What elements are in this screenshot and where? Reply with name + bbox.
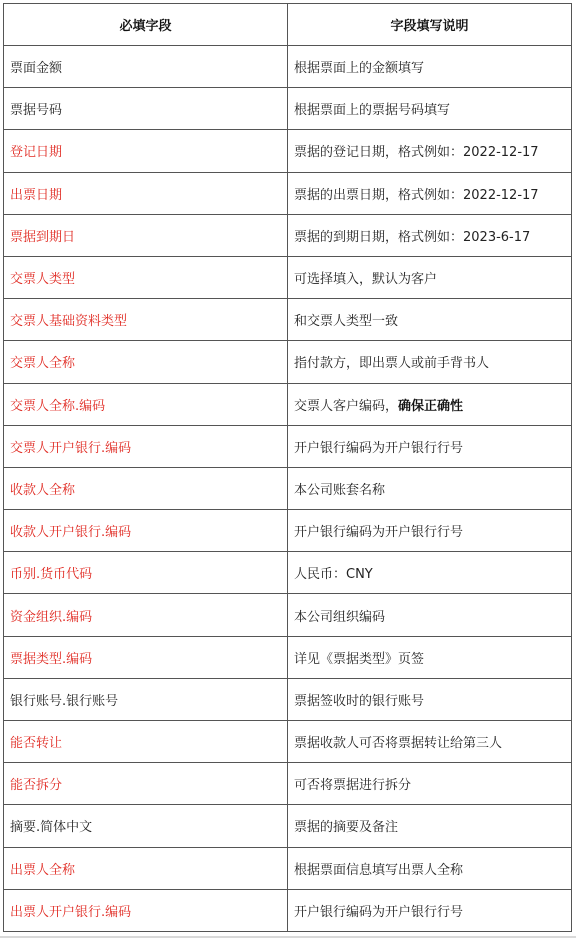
table-header-row <box>4 4 572 46</box>
description-text: 详见《票据类型》页签 <box>294 651 425 667</box>
table-row <box>4 256 572 298</box>
field-description-cell <box>288 130 572 172</box>
table-row <box>4 678 572 720</box>
required-fields-table <box>3 3 572 932</box>
table-row <box>4 425 572 467</box>
field-name-cell: 交票人基础资料类型 <box>4 299 288 341</box>
field-name-cell: 资金组织.编码 <box>4 594 288 636</box>
description-text: 根据票面上的票据号码填写 <box>294 103 451 119</box>
description-text: 本公司组织编码 <box>294 609 386 625</box>
field-description-cell <box>288 510 572 552</box>
table-row <box>4 847 572 889</box>
field-description-cell <box>288 341 572 383</box>
field-description-cell <box>288 88 572 130</box>
description-text: 根据票面上的金额填写 <box>294 61 425 77</box>
table-row <box>4 172 572 214</box>
field-name-cell: 交票人全称 <box>4 341 288 383</box>
table-row <box>4 721 572 763</box>
table-row <box>4 510 572 552</box>
field-name-cell: 交票人开户银行.编码 <box>4 425 288 467</box>
table-row <box>4 46 572 88</box>
table-row <box>4 467 572 509</box>
field-description-cell <box>288 172 572 214</box>
table-row <box>4 214 572 256</box>
field-name-cell: 能否拆分 <box>4 763 288 805</box>
field-description-cell <box>288 594 572 636</box>
field-description-cell <box>288 46 572 88</box>
field-name-cell: 收款人全称 <box>4 467 288 509</box>
table-body <box>4 46 572 932</box>
field-name-cell: 出票日期 <box>4 172 288 214</box>
field-description-cell <box>288 847 572 889</box>
description-text: 人民币：CNY <box>294 567 373 583</box>
description-text: 本公司账套名称 <box>294 482 386 498</box>
field-description-cell <box>288 383 572 425</box>
field-name-cell: 交票人类型 <box>4 256 288 298</box>
header-field-description: 字段填写说明 <box>288 4 572 46</box>
field-name-cell: 出票人开户银行.编码 <box>4 889 288 931</box>
field-name-cell: 票据到期日 <box>4 214 288 256</box>
field-description-cell <box>288 721 572 763</box>
field-description-cell <box>288 467 572 509</box>
field-description-cell <box>288 552 572 594</box>
header-required-field: 必填字段 <box>4 4 288 46</box>
field-description-cell <box>288 425 572 467</box>
field-name-cell: 票面金额 <box>4 46 288 88</box>
description-text: 和交票人类型一致 <box>294 314 399 330</box>
field-name-cell: 票据类型.编码 <box>4 636 288 678</box>
field-name-cell: 登记日期 <box>4 130 288 172</box>
field-description-cell <box>288 636 572 678</box>
description-text: 可选择填入，默认为客户 <box>294 272 438 288</box>
field-description-cell <box>288 763 572 805</box>
field-name-cell: 票据号码 <box>4 88 288 130</box>
table-row <box>4 889 572 931</box>
table-row <box>4 341 572 383</box>
description-emphasis: 确保正确性 <box>398 398 464 414</box>
table-row <box>4 88 572 130</box>
table-row <box>4 130 572 172</box>
field-name-cell: 能否转让 <box>4 721 288 763</box>
field-description-cell <box>288 805 572 847</box>
field-name-cell: 收款人开户银行.编码 <box>4 510 288 552</box>
description-text: 开户银行编码为开户银行行号 <box>294 440 464 456</box>
table-row <box>4 763 572 805</box>
description-text: 票据的到期日期，格式例如：2023-6-17 <box>294 229 531 245</box>
description-text: 票据的摘要及备注 <box>294 820 399 836</box>
field-description-cell <box>288 256 572 298</box>
description-text: 根据票面信息填写出票人全称 <box>294 862 464 878</box>
description-text: 票据收款人可否将票据转让给第三人 <box>294 736 503 752</box>
table-row <box>4 594 572 636</box>
field-name-cell: 交票人全称.编码 <box>4 383 288 425</box>
field-description-cell <box>288 678 572 720</box>
description-text: 交票人客户编码， <box>294 398 399 414</box>
table-row <box>4 552 572 594</box>
description-text: 开户银行编码为开户银行行号 <box>294 904 464 920</box>
table-row <box>4 383 572 425</box>
field-name-cell: 币别.货币代码 <box>4 552 288 594</box>
field-name-cell: 银行账号.银行账号 <box>4 678 288 720</box>
field-description-cell <box>288 889 572 931</box>
description-text: 票据的出票日期，格式例如：2022-12-17 <box>294 187 539 203</box>
table-row <box>4 636 572 678</box>
description-text: 开户银行编码为开户银行行号 <box>294 525 464 541</box>
field-name-cell: 摘要.简体中文 <box>4 805 288 847</box>
description-text: 票据的登记日期，格式例如：2022-12-17 <box>294 145 539 161</box>
description-text: 可否将票据进行拆分 <box>294 778 412 794</box>
table-row <box>4 805 572 847</box>
description-text: 票据签收时的银行账号 <box>294 693 425 709</box>
field-description-cell <box>288 299 572 341</box>
field-description-cell <box>288 214 572 256</box>
field-name-cell: 出票人全称 <box>4 847 288 889</box>
description-text: 指付款方，即出票人或前手背书人 <box>294 356 490 372</box>
table-row <box>4 299 572 341</box>
